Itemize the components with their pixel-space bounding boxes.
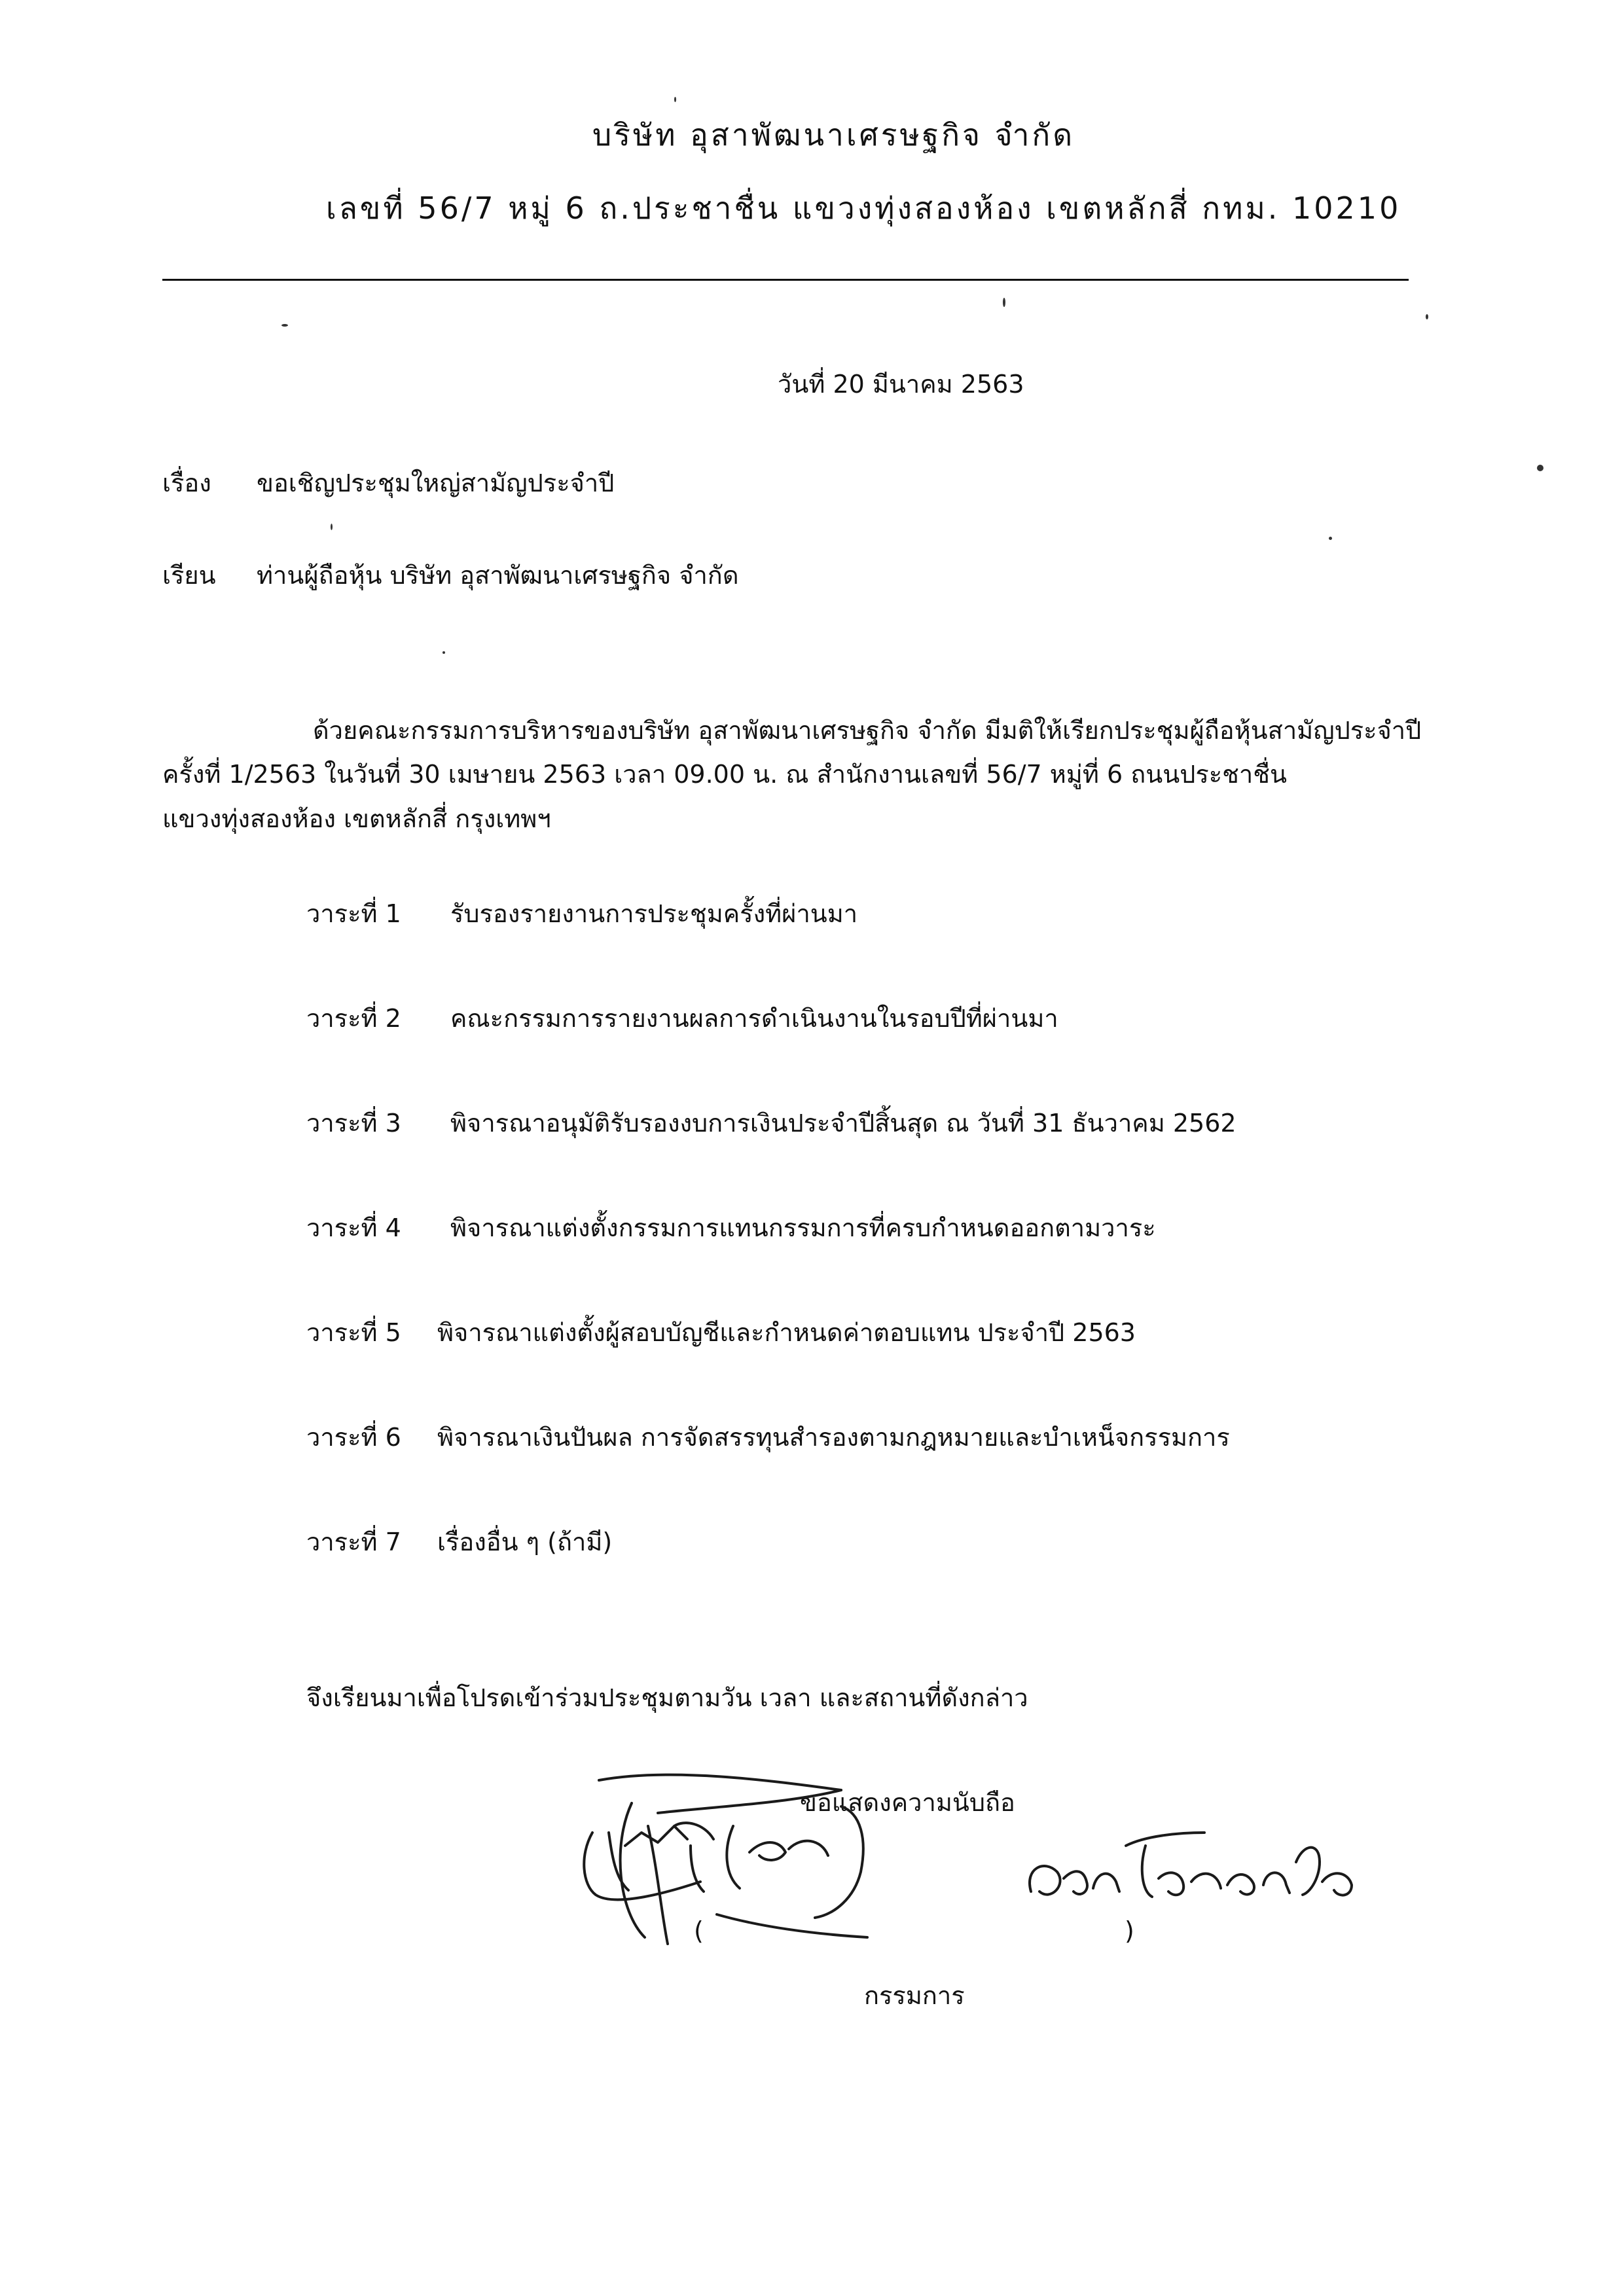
agenda-number: วาระที่ 5 <box>306 1318 401 1347</box>
body-line-3: แขวงทุ่งสองห้อง เขตหลักสี่ กรุงเทพฯ <box>162 804 551 833</box>
agenda-number: วาระที่ 4 <box>306 1213 401 1242</box>
scan-speck <box>331 524 333 530</box>
subject-value: ขอเชิญประชุมใหญ่สามัญประจำปี <box>257 469 615 497</box>
agenda-text: พิจารณาอนุมัติรับรองงบการเงินประจำปีสิ้นสุด ณ วันที่ 31 ธันวาคม 2562 <box>450 1109 1236 1138</box>
handwritten-name <box>1021 1806 1362 1918</box>
agenda-number: วาระที่ 7 <box>306 1528 401 1556</box>
agenda-text: เรื่องอื่น ๆ (ถ้ามี) <box>437 1528 613 1556</box>
scan-speck <box>1426 314 1428 319</box>
agenda-text: พิจารณาแต่งตั้งผู้สอบบัญชีและกำหนดค่าตอบแทน ประจำปี 2563 <box>437 1318 1136 1347</box>
agenda-text: พิจารณาแต่งตั้งกรรมการแทนกรรมการที่ครบกำหนดออกตามวาระ <box>450 1213 1156 1242</box>
regards-text: ขอแสดงความนับถือ <box>800 1788 1015 1817</box>
scan-speck <box>442 651 445 654</box>
recipient-label: เรียน <box>162 561 216 590</box>
signature-scribble <box>553 1741 920 1964</box>
recipient-value: ท่านผู้ถือหุ้น บริษัท อุสาพัฒนาเศรษฐกิจ จำกัด <box>257 561 739 590</box>
agenda-text: พิจารณาเงินปันผล การจัดสรรทุนสำรองตามกฎหมายและบำเหน็จกรรมการ <box>437 1423 1230 1452</box>
company-name: บริษัท อุสาพัฒนาเศรษฐกิจ จำกัด <box>592 117 1075 152</box>
body-line-2: ครั้งที่ 1/2563 ในวันที่ 30 เมษายน 2563 เวลา 09.00 น. ณ สำนักงานเลขที่ 56/7 หมู่ที่ 6 ถนนประชาชื่น <box>162 760 1288 789</box>
agenda-text: คณะกรรมการรายงานผลการดำเนินงานในรอบปีที่ผ่านมา <box>450 1004 1058 1033</box>
agenda-number: วาระที่ 3 <box>306 1109 401 1138</box>
agenda-number: วาระที่ 6 <box>306 1423 401 1452</box>
letter-date: วันที่ 20 มีนาคม 2563 <box>778 370 1024 399</box>
scan-speck <box>674 97 676 102</box>
closing-line: จึงเรียนมาเพื่อโปรดเข้าร่วมประชุมตามวัน เวลา และสถานที่ดังกล่าว <box>306 1683 1028 1712</box>
scan-speck <box>1537 465 1543 471</box>
signature-open-paren: ( <box>694 1916 704 1945</box>
agenda-number: วาระที่ 2 <box>306 1004 401 1033</box>
agenda-text: รับรองรายงานการประชุมครั้งที่ผ่านมา <box>450 899 858 928</box>
company-address: เลขที่ 56/7 หมู่ 6 ถ.ประชาชื่น แขวงทุ่งสองห้อง เขตหลักสี่ กทม. 10210 <box>326 190 1401 226</box>
scan-speck <box>1003 298 1005 307</box>
signer-position: กรรมการ <box>864 1981 965 2010</box>
scan-speck <box>1329 537 1332 540</box>
header-divider <box>162 279 1409 281</box>
subject-label: เรื่อง <box>162 469 211 497</box>
signature-close-paren: ) <box>1125 1916 1134 1945</box>
scan-speck <box>281 324 288 327</box>
body-line-1: ด้วยคณะกรรมการบริหารของบริษัท อุสาพัฒนาเศรษฐกิจ จำกัด มีมติให้เรียกประชุมผู้ถือหุ้นสามัญประจำปี <box>313 716 1422 745</box>
agenda-number: วาระที่ 1 <box>306 899 401 928</box>
